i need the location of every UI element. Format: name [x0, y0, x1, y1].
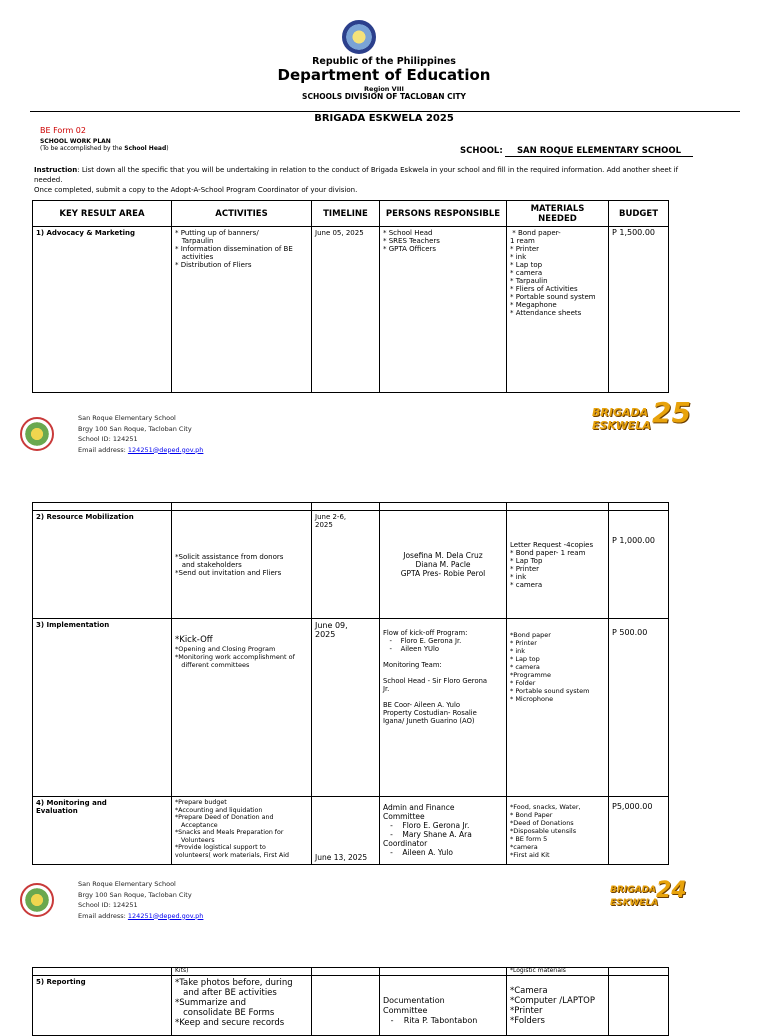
workplan-table-page2 [32, 502, 669, 865]
activities-cell: *Take photos before, during and after BE activities *Summarize and consolidate BE Forms *Keep and secure records [172, 976, 312, 1036]
deped-seal-icon [342, 20, 376, 54]
kra-cell: 2) Resource Mobilization [33, 511, 172, 619]
budget-cell: P 1,500.00 [609, 227, 669, 393]
table-row [33, 227, 669, 393]
col-header-kra: KEY RESULT AREA [33, 201, 172, 227]
brigada-logo-icon: BRIGADA ESKWELA 25 [592, 396, 691, 432]
school-name: SAN ROQUE ELEMENTARY SCHOOL [505, 146, 693, 157]
form-code: BE Form 02 [40, 126, 86, 135]
table-row [33, 976, 669, 1036]
timeline-cell: June 09, 2025 [312, 619, 380, 797]
col-header-persons: PERSONS RESPONSIBLE [380, 201, 507, 227]
budget-cell: P 1,000.00 [609, 511, 669, 619]
materials-cell: *Camera *Computer /LAPTOP *Printer *Folders [507, 976, 609, 1036]
school-address-block: San Roque Elementary School Brgy 100 San Roque, Tacloban City School ID: 124251 Email address: 124251@deped.gov.ph [78, 414, 204, 454]
persons-cell: Documentation Committee - Rita P. Tabontabon [380, 976, 507, 1036]
kra-cell: 5) Reporting [33, 976, 172, 1036]
col-header-budget: BUDGET [609, 201, 669, 227]
email-link[interactable]: 124251@deped.gov.ph [127, 445, 204, 454]
kra-cell: 1) Advocacy & Marketing [33, 227, 172, 393]
table-row [33, 511, 669, 619]
col-header-activities: ACTIVITIES [172, 201, 312, 227]
persons-cell: Admin and Finance Committee - Floro E. Gerona Jr. - Mary Shane A. Ara Coordinator - Aileen A. Yulo [380, 797, 507, 865]
school-label: SCHOOL: [460, 146, 503, 156]
instruction: Instruction: List down all the specific that you will be undertaking in relation to the conduct of Brigada Eskwela in your school and fill in the required information. Add another sheet if needed. Once completed, submit a copy to the Adopt-A-School Program Coordinator of your division. [34, 166, 679, 194]
spacer-row: Kits) *Logistic materials [33, 968, 669, 976]
brigada-logo-icon: BRIGADA ESKWELA 24 [610, 878, 687, 908]
timeline-cell [312, 976, 380, 1036]
school-address-block: San Roque Elementary School Brgy 100 San Roque, Tacloban City School ID: 124251 Email address: 124251@deped.gov.ph [78, 880, 204, 920]
materials-cell: Letter Request -4copies * Bond paper- 1 ream * Lap Top * Printer * ink * camera [507, 511, 609, 619]
materials-cell: *Bond paper * Printer * ink * Lap top * camera *Programme * Folder * Portable sound system * Microphone [507, 619, 609, 797]
table-row [33, 797, 669, 865]
timeline-cell: June 05, 2025 [312, 227, 380, 393]
header-divider [30, 111, 740, 112]
school-logo-icon [20, 417, 54, 451]
workplan-table-page1 [32, 200, 669, 393]
col-header-materials: MATERIALS NEEDED [507, 201, 609, 227]
budget-cell [609, 976, 669, 1036]
activities-cell: *Prepare budget *Accounting and liquidation *Prepare Deed of Donation and Acceptance *Snacks and Meals Preparation for Volunteers *Provide logistical support to volunteers( work materials, First Aid [172, 797, 312, 865]
col-header-timeline: TIMELINE [312, 201, 380, 227]
activities-cell: *Kick-Off *Opening and Closing Program *Monitoring work accomplishment of different committees [172, 619, 312, 797]
country-name: Republic of the Philippines [312, 56, 456, 67]
division: SCHOOLS DIVISION OF TACLOBAN CITY [302, 92, 466, 101]
table-header-row [33, 201, 669, 227]
timeline-cell: June 13, 2025 [312, 797, 380, 865]
materials-cell: *Food, snacks, Water, * Bond Paper *Deed of Donations *Disposable utensils * BE form 5 *camera *First aid Kit [507, 797, 609, 865]
region: Region VIII [364, 85, 404, 93]
kra-cell: 3) Implementation [33, 619, 172, 797]
department-title: Department of Education [277, 66, 491, 84]
timeline-cell: June 2-6, 2025 [312, 511, 380, 619]
spacer-row [33, 503, 669, 511]
program-title: BRIGADA ESKWELA 2025 [314, 113, 454, 124]
school-logo-icon [20, 883, 54, 917]
persons-cell: Flow of kick-off Program: - Floro E. Gerona Jr. - Aileen YUlo Monitoring Team: School Head - Sir Floro Gerona Jr. BE Coor- Aileen A. Yulo Property Costudian- Rosalie Igana/ Juneth Guarino (AO) [380, 619, 507, 797]
persons-cell: * School Head * SRES Teachers * GPTA Officers [380, 227, 507, 393]
budget-cell: P5,000.00 [609, 797, 669, 865]
activities-cell: * Putting up of banners/ Tarpaulin * Information dissemination of BE activities * Distribution of Fliers [172, 227, 312, 393]
workplan-table-page3 [32, 967, 669, 1036]
materials-cell: * Bond paper- 1 ream * Printer * ink * Lap top * camera * Tarpaulin * Fliers of Activities * Portable sound system * Megaphone * Attendance sheets [507, 227, 609, 393]
table-row [33, 619, 669, 797]
kra-cell: 4) Monitoring and Evaluation [33, 797, 172, 865]
form-note: (To be accomplished by the School Head) [40, 145, 169, 152]
persons-cell: Josefina M. Dela Cruz Diana M. Pacle GPTA Pres- Robie Perol [380, 511, 507, 619]
email-link[interactable]: 124251@deped.gov.ph [127, 911, 204, 920]
budget-cell: P 500.00 [609, 619, 669, 797]
form-title: SCHOOL WORK PLAN [40, 138, 111, 145]
activities-cell: *Solicit assistance from donors and stakeholders *Send out invitation and Fliers [172, 511, 312, 619]
